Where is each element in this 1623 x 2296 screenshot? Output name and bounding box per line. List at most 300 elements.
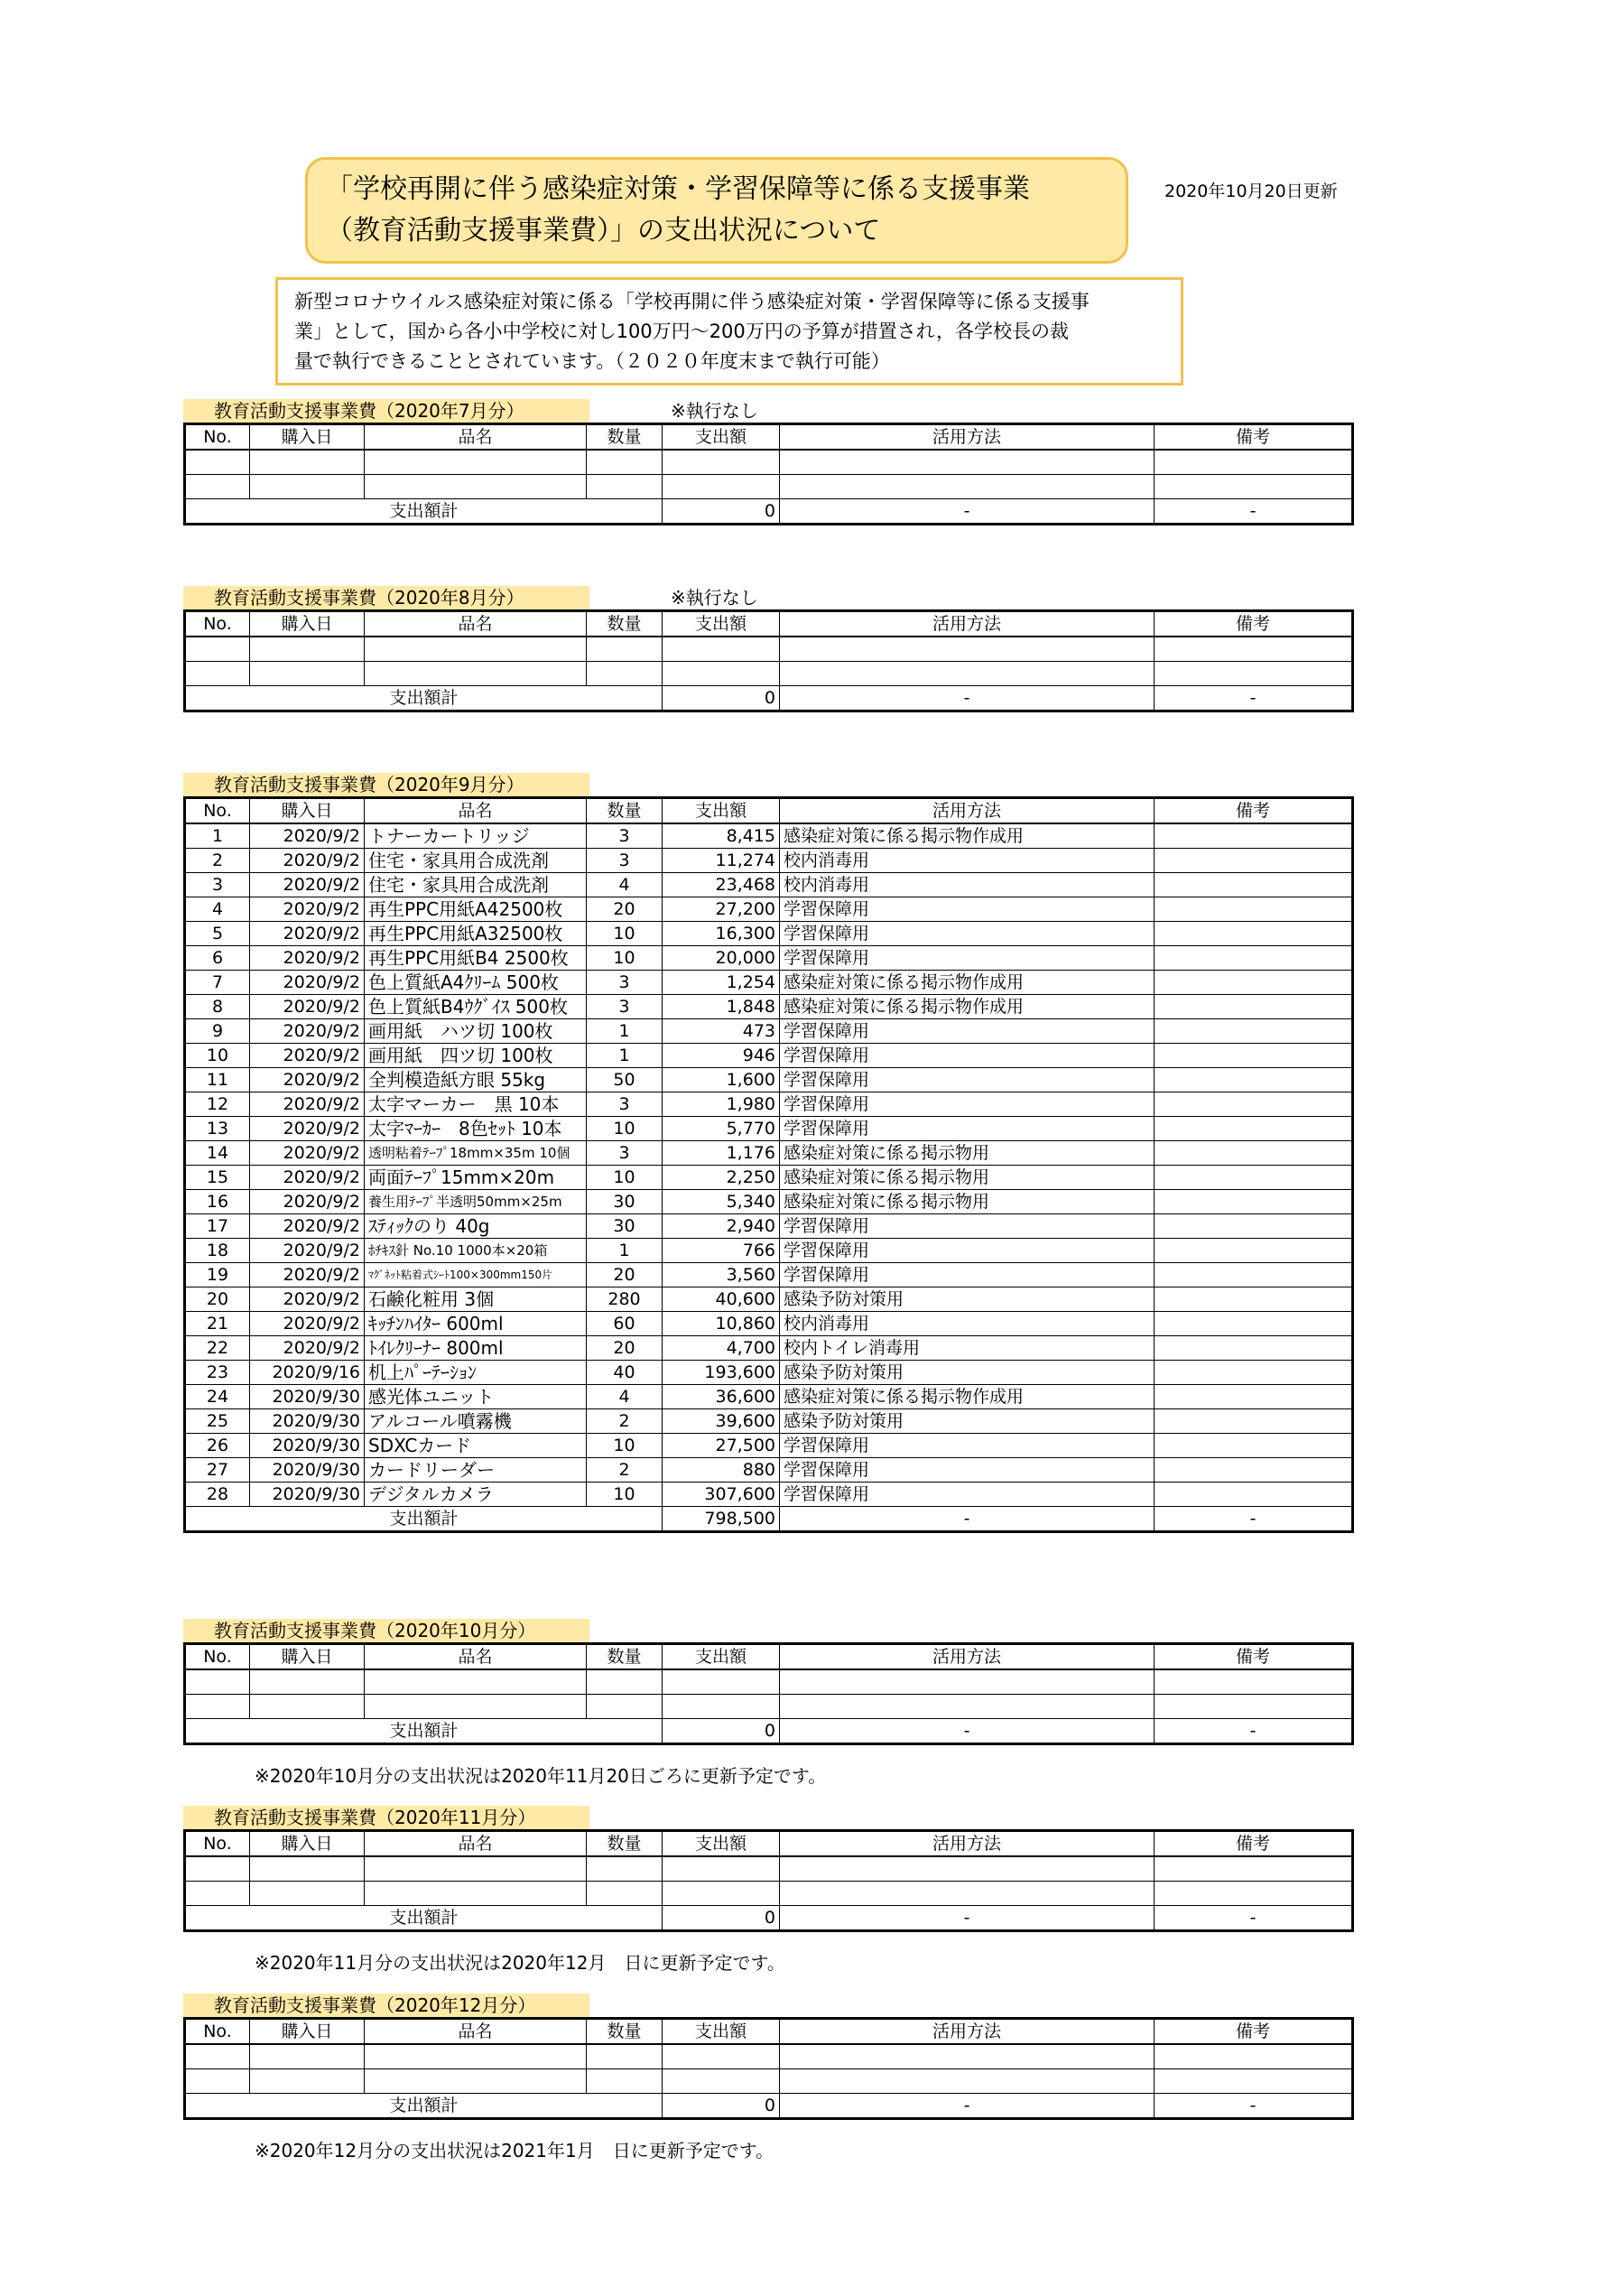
table-row [185, 873, 1353, 897]
section-note: ※執行なし [671, 400, 758, 422]
cell-use: 感染症対策に係る掲示物作成用 [780, 823, 1155, 849]
empty-cell [365, 1882, 587, 1906]
total-row [185, 1507, 1353, 1532]
cell-item: 全判模造紙方眼 55kg [365, 1068, 587, 1092]
total-label: 支出額計 [185, 686, 663, 711]
cell-use: 学習保障用 [780, 1239, 1155, 1263]
cell-use: 感染予防対策用 [780, 1287, 1155, 1312]
cell-item: 感光体ユニット [365, 1385, 587, 1409]
column-header: 購入日 [250, 424, 365, 451]
cell-date: 2020/9/2 [250, 823, 365, 849]
total-amount: 0 [663, 499, 780, 525]
empty-cell [587, 662, 663, 686]
cell-note [1155, 946, 1353, 971]
cell-use: 学習保障用 [780, 897, 1155, 922]
cell-amount: 27,500 [663, 1434, 780, 1458]
cell-note [1155, 849, 1353, 873]
column-header: 活用方法 [780, 798, 1155, 824]
table-row-empty [185, 1882, 1353, 1906]
empty-cell [663, 2069, 780, 2094]
table-row [185, 1409, 1353, 1434]
table-row [185, 1361, 1353, 1385]
empty-cell [250, 662, 365, 686]
total-amount: 0 [663, 1719, 780, 1744]
cell-note [1155, 1117, 1353, 1141]
total-row [185, 686, 1353, 711]
cell-no: 12 [185, 1092, 250, 1117]
table-row [185, 1019, 1353, 1044]
column-header: 活用方法 [780, 611, 1155, 637]
empty-cell [663, 1856, 780, 1882]
cell-item: カードリーダー [365, 1458, 587, 1483]
empty-cell [1155, 475, 1353, 499]
total-use-dash: - [780, 2094, 1155, 2119]
title-box [305, 157, 1128, 264]
cell-amount: 11,274 [663, 849, 780, 873]
footnote: ※2020年10月分の支出状況は2020年11月20日ごろに更新予定です。 [255, 1765, 827, 1787]
table-row [185, 1312, 1353, 1336]
cell-qty: 10 [587, 922, 663, 946]
total-note-dash: - [1155, 2094, 1353, 2119]
empty-cell [185, 1669, 250, 1695]
column-header: 購入日 [250, 611, 365, 637]
cell-qty: 3 [587, 1141, 663, 1166]
column-header: 備考 [1155, 1644, 1353, 1670]
empty-cell [250, 450, 365, 475]
cell-amount: 1,980 [663, 1092, 780, 1117]
cell-note [1155, 1287, 1353, 1312]
cell-note [1155, 873, 1353, 897]
table-row [185, 1044, 1353, 1068]
cell-date: 2020/9/2 [250, 922, 365, 946]
cell-amount: 27,200 [663, 897, 780, 922]
intro-line-3: 量で執行できることとされています。（２０２０年度末まで執行可能） [294, 350, 890, 372]
empty-cell [587, 2069, 663, 2094]
total-use-dash: - [780, 1507, 1155, 1532]
table-row [185, 1287, 1353, 1312]
total-label: 支出額計 [185, 2094, 663, 2119]
cell-qty: 2 [587, 1409, 663, 1434]
cell-date: 2020/9/16 [250, 1361, 365, 1385]
cell-qty: 3 [587, 823, 663, 849]
cell-date: 2020/9/30 [250, 1434, 365, 1458]
empty-cell [185, 2069, 250, 2094]
total-note-dash: - [1155, 1507, 1353, 1532]
column-header: 支出額 [663, 424, 780, 451]
column-header: 備考 [1155, 424, 1353, 451]
empty-cell [663, 662, 780, 686]
table-row [185, 1117, 1353, 1141]
expense-table [183, 1642, 1354, 1745]
total-amount: 0 [663, 1906, 780, 1931]
empty-cell [185, 2044, 250, 2069]
total-use-dash: - [780, 499, 1155, 525]
column-header: No. [185, 611, 250, 637]
cell-qty: 3 [587, 849, 663, 873]
empty-cell [365, 1669, 587, 1695]
column-header: No. [185, 2019, 250, 2045]
cell-qty: 10 [587, 1434, 663, 1458]
cell-qty: 20 [587, 1263, 663, 1287]
cell-qty: 2 [587, 1458, 663, 1483]
cell-date: 2020/9/2 [250, 995, 365, 1019]
cell-item: 太字ﾏｰｶｰ 8色ｾｯﾄ 10本 [365, 1117, 587, 1141]
cell-item: 養生用ﾃｰﾌﾟ半透明50mm×25m [365, 1190, 587, 1214]
expense-table [183, 423, 1354, 525]
column-header: 購入日 [250, 798, 365, 824]
table-row [185, 1214, 1353, 1239]
empty-cell [185, 662, 250, 686]
column-header: 品名 [365, 1644, 587, 1670]
table-row [185, 1190, 1353, 1214]
cell-no: 8 [185, 995, 250, 1019]
empty-cell [365, 2069, 587, 2094]
empty-cell [1155, 2069, 1353, 2094]
cell-item: 住宅・家具用合成洗剤 [365, 849, 587, 873]
empty-cell [1155, 1669, 1353, 1695]
empty-cell [663, 475, 780, 499]
cell-use: 学習保障用 [780, 1019, 1155, 1044]
column-header: 購入日 [250, 1644, 365, 1670]
total-label: 支出額計 [185, 1719, 663, 1744]
cell-note [1155, 1336, 1353, 1361]
cell-amount: 946 [663, 1044, 780, 1068]
total-amount: 0 [663, 686, 780, 711]
cell-date: 2020/9/2 [250, 1263, 365, 1287]
cell-note [1155, 1385, 1353, 1409]
empty-cell [185, 475, 250, 499]
cell-item: 石鹸化粧用 3個 [365, 1287, 587, 1312]
cell-use: 学習保障用 [780, 946, 1155, 971]
column-header: 支出額 [663, 1644, 780, 1670]
cell-qty: 4 [587, 1385, 663, 1409]
expense-table [183, 796, 1354, 1533]
cell-amount: 1,848 [663, 995, 780, 1019]
cell-item: 住宅・家具用合成洗剤 [365, 873, 587, 897]
empty-cell [365, 637, 587, 662]
section-label: 教育活動支援事業費（2020年7月分） [183, 399, 589, 423]
cell-date: 2020/9/2 [250, 1239, 365, 1263]
cell-amount: 766 [663, 1239, 780, 1263]
cell-no: 4 [185, 897, 250, 922]
cell-amount: 39,600 [663, 1409, 780, 1434]
cell-amount: 1,176 [663, 1141, 780, 1166]
cell-date: 2020/9/2 [250, 873, 365, 897]
empty-cell [780, 637, 1155, 662]
cell-item: デジタルカメラ [365, 1483, 587, 1507]
cell-no: 1 [185, 823, 250, 849]
cell-no: 2 [185, 849, 250, 873]
cell-note [1155, 1434, 1353, 1458]
column-header: 支出額 [663, 1831, 780, 1857]
cell-date: 2020/9/2 [250, 1336, 365, 1361]
cell-date: 2020/9/30 [250, 1483, 365, 1507]
total-label: 支出額計 [185, 1507, 663, 1532]
cell-no: 6 [185, 946, 250, 971]
empty-cell [587, 1882, 663, 1906]
cell-date: 2020/9/2 [250, 897, 365, 922]
empty-cell [185, 637, 250, 662]
cell-item: 再生PPC用紙A32500枚 [365, 922, 587, 946]
table-row [185, 823, 1353, 849]
cell-no: 27 [185, 1458, 250, 1483]
cell-use: 学習保障用 [780, 1458, 1155, 1483]
column-header: 備考 [1155, 1831, 1353, 1857]
cell-no: 13 [185, 1117, 250, 1141]
empty-cell [780, 662, 1155, 686]
cell-note [1155, 1190, 1353, 1214]
empty-cell [185, 1882, 250, 1906]
cell-amount: 880 [663, 1458, 780, 1483]
section-label: 教育活動支援事業費（2020年12月分） [183, 1994, 589, 2017]
column-header: 品名 [365, 611, 587, 637]
cell-item: ｽﾃｨｯｸのり 40g [365, 1214, 587, 1239]
cell-note [1155, 1092, 1353, 1117]
cell-no: 24 [185, 1385, 250, 1409]
table-row [185, 1068, 1353, 1092]
column-header: 購入日 [250, 1831, 365, 1857]
table-row [185, 1092, 1353, 1117]
cell-use: 感染予防対策用 [780, 1361, 1155, 1385]
cell-amount: 473 [663, 1019, 780, 1044]
cell-note [1155, 1044, 1353, 1068]
cell-amount: 1,600 [663, 1068, 780, 1092]
column-header: No. [185, 1644, 250, 1670]
column-header: 活用方法 [780, 2019, 1155, 2045]
table-row [185, 922, 1353, 946]
cell-note [1155, 1263, 1353, 1287]
empty-cell [1155, 662, 1353, 686]
cell-no: 9 [185, 1019, 250, 1044]
table-row [185, 1336, 1353, 1361]
column-header: 備考 [1155, 798, 1353, 824]
cell-date: 2020/9/2 [250, 1019, 365, 1044]
footnote: ※2020年12月分の支出状況は2021年1月 日に更新予定です。 [255, 2140, 774, 2161]
cell-amount: 5,770 [663, 1117, 780, 1141]
column-header: 品名 [365, 1831, 587, 1857]
column-header: 活用方法 [780, 1831, 1155, 1857]
cell-note [1155, 1141, 1353, 1166]
expense-table [183, 1829, 1354, 1932]
cell-no: 19 [185, 1263, 250, 1287]
column-header: No. [185, 424, 250, 451]
cell-no: 21 [185, 1312, 250, 1336]
cell-item: 両面ﾃｰﾌﾟ15mm×20m [365, 1166, 587, 1190]
cell-use: 学習保障用 [780, 1483, 1155, 1507]
empty-cell [780, 1856, 1155, 1882]
cell-use: 学習保障用 [780, 1068, 1155, 1092]
empty-cell [780, 475, 1155, 499]
cell-item: 再生PPC用紙A42500枚 [365, 897, 587, 922]
total-note-dash: - [1155, 686, 1353, 711]
cell-item: 色上質紙A4ｸﾘｰﾑ 500枚 [365, 971, 587, 995]
cell-amount: 2,940 [663, 1214, 780, 1239]
cell-no: 11 [185, 1068, 250, 1092]
table-row [185, 1483, 1353, 1507]
cell-amount: 40,600 [663, 1287, 780, 1312]
total-use-dash: - [780, 1719, 1155, 1744]
footnote: ※2020年11月分の支出状況は2020年12月 日に更新予定です。 [255, 1952, 785, 1974]
expense-table [183, 2017, 1354, 2120]
cell-date: 2020/9/30 [250, 1385, 365, 1409]
column-header: 数量 [587, 798, 663, 824]
cell-use: 感染症対策に係る掲示物用 [780, 1141, 1155, 1166]
cell-date: 2020/9/2 [250, 1190, 365, 1214]
cell-amount: 1,254 [663, 971, 780, 995]
section-label: 教育活動支援事業費（2020年11月分） [183, 1806, 589, 1829]
table-row [185, 1141, 1353, 1166]
cell-qty: 20 [587, 1336, 663, 1361]
total-note-dash: - [1155, 1719, 1353, 1744]
column-header: 支出額 [663, 611, 780, 637]
expense-table [183, 609, 1354, 712]
column-header: 購入日 [250, 2019, 365, 2045]
cell-note [1155, 1361, 1353, 1385]
empty-cell [663, 1695, 780, 1719]
empty-cell [780, 1669, 1155, 1695]
cell-use: 校内消毒用 [780, 1312, 1155, 1336]
empty-cell [663, 1882, 780, 1906]
cell-date: 2020/9/2 [250, 1068, 365, 1092]
cell-amount: 16,300 [663, 922, 780, 946]
empty-cell [1155, 1856, 1353, 1882]
column-header: 品名 [365, 798, 587, 824]
empty-cell [250, 2044, 365, 2069]
empty-cell [365, 1856, 587, 1882]
cell-note [1155, 1214, 1353, 1239]
table-row [185, 946, 1353, 971]
empty-cell [185, 1856, 250, 1882]
table-row-empty [185, 2044, 1353, 2069]
cell-qty: 30 [587, 1214, 663, 1239]
empty-cell [250, 1669, 365, 1695]
cell-use: 感染症対策に係る掲示物作成用 [780, 995, 1155, 1019]
table-row [185, 897, 1353, 922]
cell-no: 7 [185, 971, 250, 995]
cell-item: 色上質紙B4ｳｸﾞｲｽ 500枚 [365, 995, 587, 1019]
cell-note [1155, 1409, 1353, 1434]
intro-line-2: 業」として，国から各小中学校に対し100万円～200万円の予算が措置され，各学校長の裁 [294, 321, 1070, 342]
intro-box [275, 277, 1183, 386]
cell-use: 学習保障用 [780, 922, 1155, 946]
empty-cell [663, 637, 780, 662]
empty-cell [780, 450, 1155, 475]
cell-date: 2020/9/2 [250, 1214, 365, 1239]
table-row [185, 971, 1353, 995]
table-row-empty [185, 1856, 1353, 1882]
cell-qty: 20 [587, 897, 663, 922]
cell-no: 10 [185, 1044, 250, 1068]
empty-cell [250, 637, 365, 662]
empty-cell [587, 475, 663, 499]
cell-date: 2020/9/2 [250, 1092, 365, 1117]
updated-date: 2020年10月20日更新 [1164, 181, 1338, 201]
table-row [185, 995, 1353, 1019]
cell-no: 14 [185, 1141, 250, 1166]
section-label: 教育活動支援事業費（2020年9月分） [183, 773, 589, 796]
empty-cell [663, 2044, 780, 2069]
empty-cell [250, 1856, 365, 1882]
empty-cell [250, 475, 365, 499]
table-row-empty [185, 2069, 1353, 2094]
cell-qty: 10 [587, 1166, 663, 1190]
cell-use: 感染症対策に係る掲示物用 [780, 1166, 1155, 1190]
empty-cell [780, 2069, 1155, 2094]
cell-date: 2020/9/2 [250, 1044, 365, 1068]
column-header: 数量 [587, 1644, 663, 1670]
cell-no: 3 [185, 873, 250, 897]
cell-qty: 40 [587, 1361, 663, 1385]
cell-item: ﾄｲﾚｸﾘｰﾅｰ 800ml [365, 1336, 587, 1361]
cell-date: 2020/9/2 [250, 971, 365, 995]
cell-qty: 50 [587, 1068, 663, 1092]
cell-amount: 10,860 [663, 1312, 780, 1336]
cell-date: 2020/9/2 [250, 849, 365, 873]
cell-use: 校内トイレ消毒用 [780, 1336, 1155, 1361]
column-header: 活用方法 [780, 1644, 1155, 1670]
empty-cell [663, 450, 780, 475]
section-label: 教育活動支援事業費（2020年8月分） [183, 586, 589, 609]
cell-amount: 307,600 [663, 1483, 780, 1507]
total-label: 支出額計 [185, 1906, 663, 1931]
total-note-dash: - [1155, 499, 1353, 525]
cell-item: 画用紙 ハツ切 100枚 [365, 1019, 587, 1044]
empty-cell [587, 637, 663, 662]
cell-item: SDXCカード [365, 1434, 587, 1458]
cell-item: ｷｯﾁﾝﾊｲﾀｰ 600ml [365, 1312, 587, 1336]
cell-note [1155, 823, 1353, 849]
cell-qty: 10 [587, 946, 663, 971]
column-header: No. [185, 1831, 250, 1857]
cell-item: ﾏｸﾞﾈｯﾄ粘着式ｼｰﾄ100×300mm150片 [365, 1263, 587, 1287]
cell-note [1155, 971, 1353, 995]
empty-cell [587, 1856, 663, 1882]
cell-note [1155, 1483, 1353, 1507]
empty-cell [365, 2044, 587, 2069]
cell-qty: 1 [587, 1019, 663, 1044]
cell-no: 25 [185, 1409, 250, 1434]
column-header: 備考 [1155, 2019, 1353, 2045]
section-note: ※執行なし [671, 587, 758, 609]
table-row-empty [185, 637, 1353, 662]
cell-note [1155, 922, 1353, 946]
column-header: 支出額 [663, 798, 780, 824]
table-row [185, 1458, 1353, 1483]
empty-cell [587, 2044, 663, 2069]
cell-no: 15 [185, 1166, 250, 1190]
cell-item: アルコール噴霧機 [365, 1409, 587, 1434]
cell-no: 23 [185, 1361, 250, 1385]
total-amount: 0 [663, 2094, 780, 2119]
cell-amount: 3,560 [663, 1263, 780, 1287]
cell-note [1155, 1458, 1353, 1483]
empty-cell [780, 1695, 1155, 1719]
cell-qty: 10 [587, 1117, 663, 1141]
cell-item: 透明粘着ﾃｰﾌﾟ18mm×35m 10個 [365, 1141, 587, 1166]
total-row [185, 1719, 1353, 1744]
cell-date: 2020/9/2 [250, 1312, 365, 1336]
cell-note [1155, 1239, 1353, 1263]
cell-amount: 8,415 [663, 823, 780, 849]
cell-note [1155, 1312, 1353, 1336]
total-row [185, 2094, 1353, 2119]
total-row [185, 499, 1353, 525]
cell-use: 感染症対策に係る掲示物作成用 [780, 1385, 1155, 1409]
empty-cell [365, 1695, 587, 1719]
cell-qty: 1 [587, 1044, 663, 1068]
cell-use: 感染予防対策用 [780, 1409, 1155, 1434]
column-header: 支出額 [663, 2019, 780, 2045]
